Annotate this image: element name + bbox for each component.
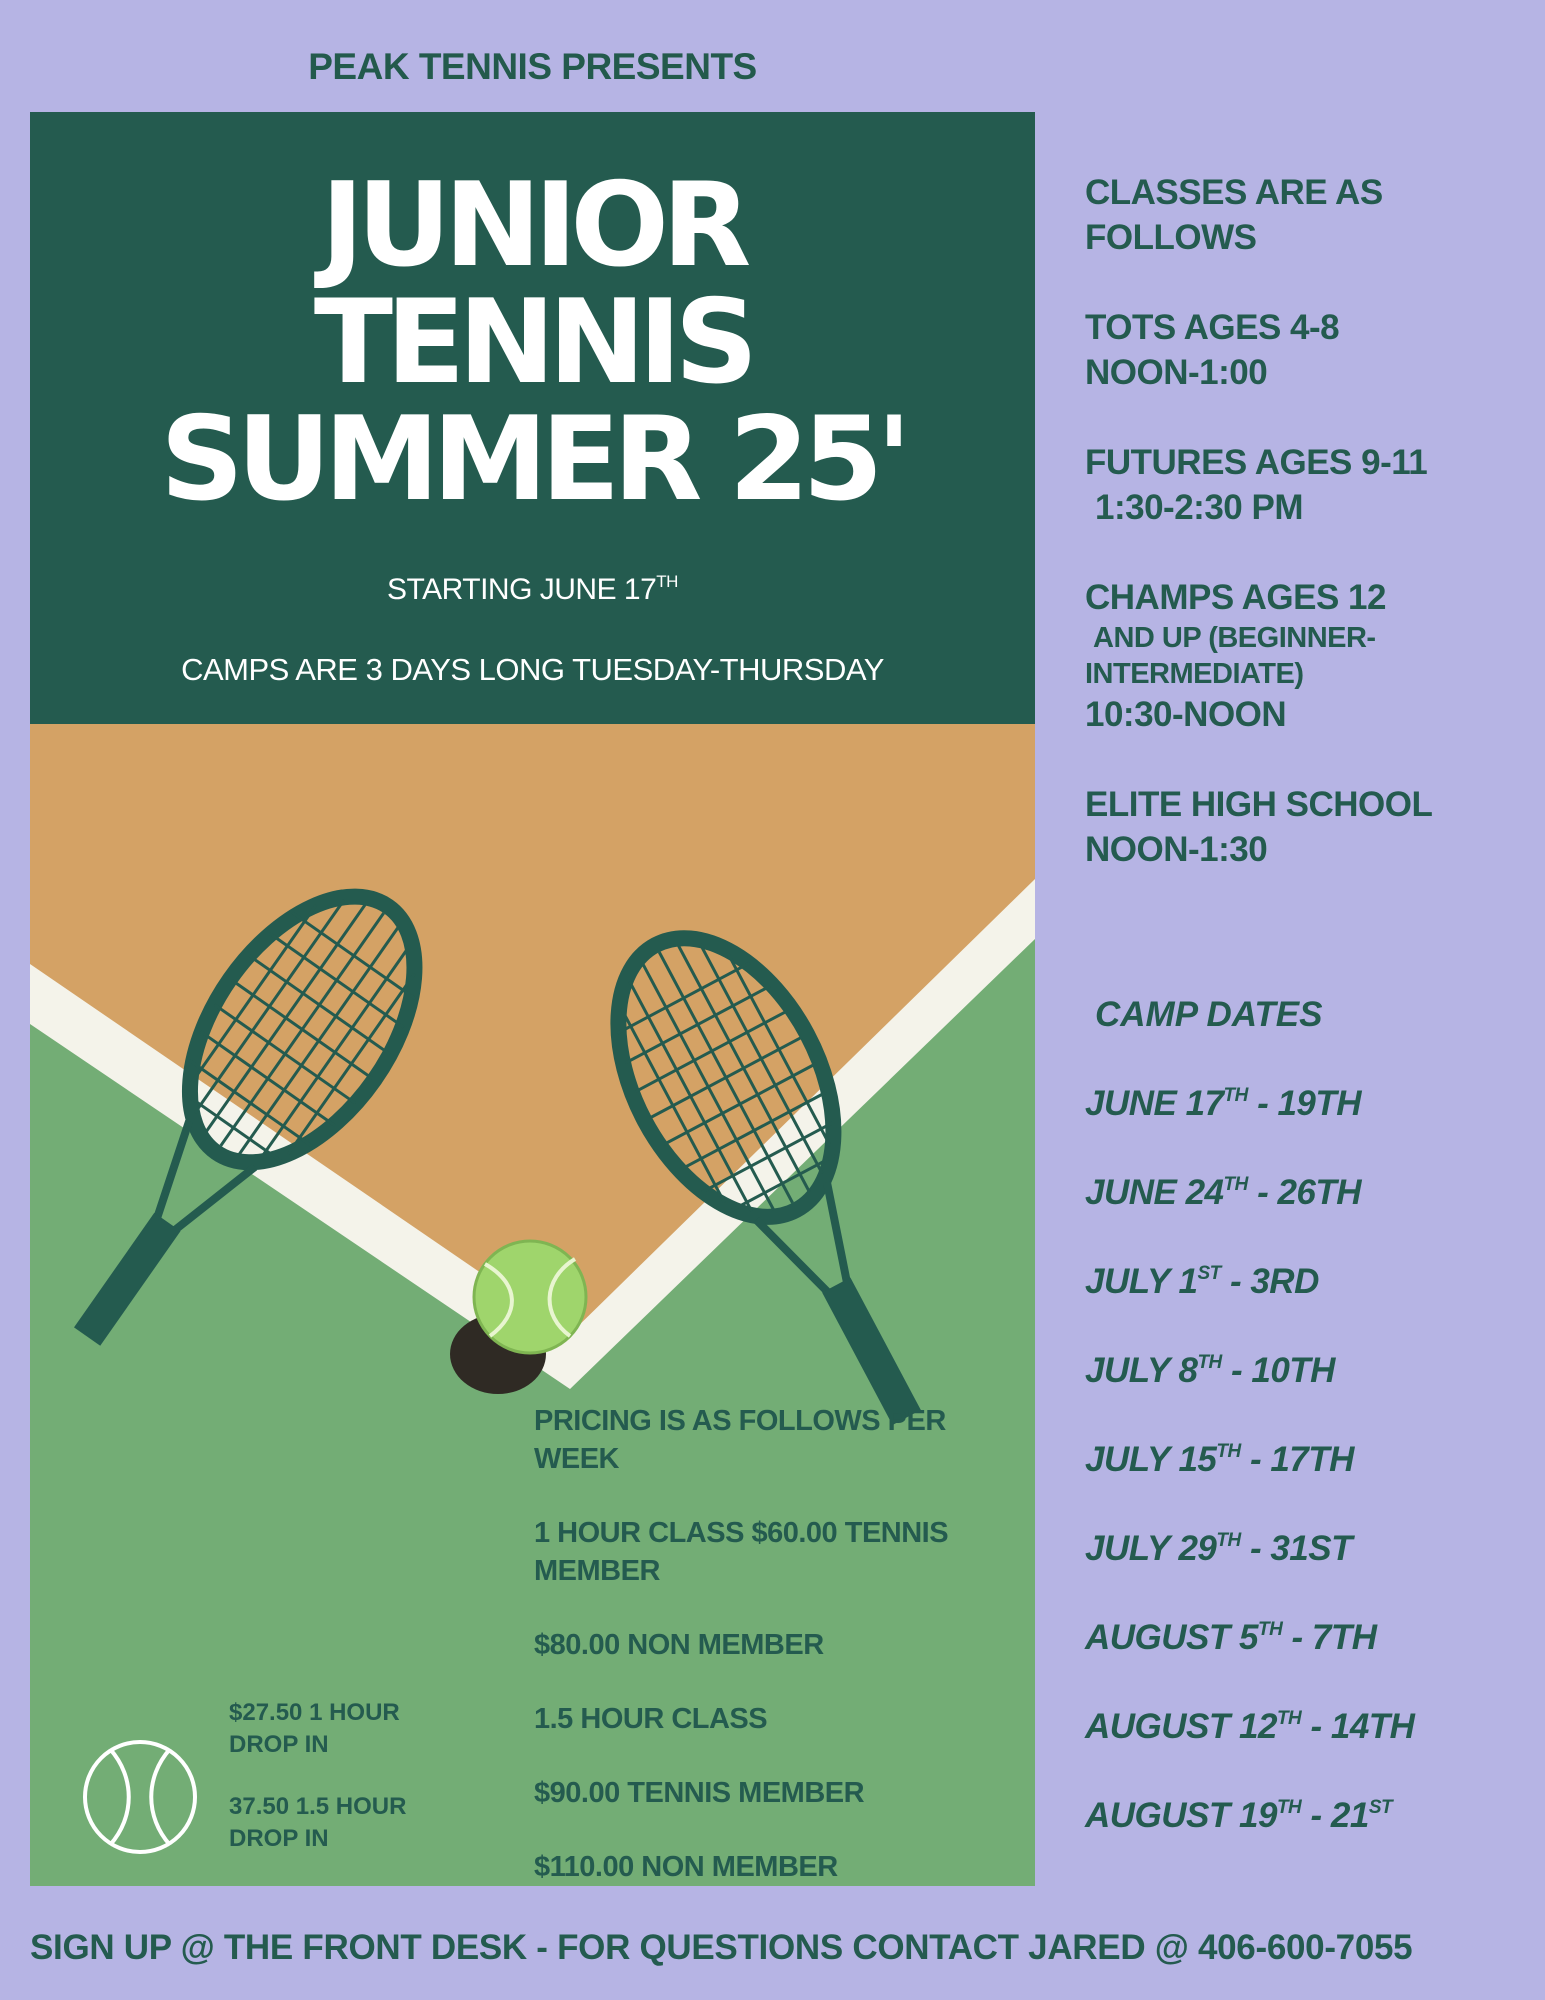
class-futures-time: 1:30-2:30 PM xyxy=(1095,488,1303,527)
camp-dates-title: CAMP DATES xyxy=(1095,995,1323,1034)
camp-date-suffix: TH xyxy=(1223,1174,1248,1195)
camp-date-start: JULY 1 xyxy=(1085,1262,1198,1301)
class-champs-level: AND UP (BEGINNER- xyxy=(1093,622,1376,654)
camp-date-end: - 19TH xyxy=(1247,1084,1362,1123)
start-date-suffix: TH xyxy=(656,572,678,591)
class-tots-time: NOON-1:00 xyxy=(1085,353,1268,392)
camp-dates-list xyxy=(1085,1084,1525,1885)
camp-date xyxy=(1085,1440,1525,1529)
camp-date xyxy=(1085,1262,1525,1351)
camp-date-suffix: TH xyxy=(1216,1530,1241,1551)
pricing-line: $90.00 TENNIS MEMBER xyxy=(534,1777,865,1809)
class-elite-name: ELITE HIGH SCHOOL xyxy=(1085,785,1433,824)
camp-date-end: - 31ST xyxy=(1240,1529,1352,1568)
class-champs-ages: CHAMPS AGES 12 xyxy=(1085,578,1386,617)
pricing-line: $110.00 NON MEMBER xyxy=(534,1851,838,1883)
camp-date xyxy=(1085,1173,1525,1262)
pricing-line: $80.00 NON MEMBER xyxy=(534,1629,824,1661)
camp-date xyxy=(1085,1796,1525,1885)
tennis-ball-icon xyxy=(474,1241,586,1353)
headline-line-3: SUMMER 25' xyxy=(160,392,905,527)
camp-date-end: - 21 xyxy=(1301,1796,1369,1835)
camp-date-end: - 26TH xyxy=(1247,1173,1362,1212)
class-tots-ages: TOTS AGES 4-8 xyxy=(1085,308,1340,347)
camp-date-suffix: TH xyxy=(1197,1352,1222,1373)
camp-date-end: - 17TH xyxy=(1240,1440,1354,1479)
camp-date-end-suffix: ST xyxy=(1368,1797,1393,1818)
drop-in-pricing xyxy=(229,1697,449,1885)
class-champs xyxy=(1085,575,1525,737)
drop-in-line: $27.50 1 HOUR DROP IN xyxy=(229,1699,400,1758)
camp-date-start: AUGUST 12 xyxy=(1085,1707,1277,1746)
start-date-text: STARTING JUNE 17 xyxy=(387,573,657,606)
start-date xyxy=(30,572,1035,607)
camp-date-start: JULY 29 xyxy=(1085,1529,1217,1568)
class-futures xyxy=(1085,440,1525,530)
camp-date-suffix: TH xyxy=(1276,1797,1302,1818)
camp-date-start: JULY 15 xyxy=(1085,1440,1217,1479)
camp-date xyxy=(1085,1351,1525,1440)
camp-date xyxy=(1085,1084,1525,1173)
camp-date xyxy=(1085,1707,1525,1796)
camp-date-suffix: TH xyxy=(1223,1085,1248,1106)
drop-in-line: 37.50 1.5 HOUR DROP IN xyxy=(229,1793,407,1852)
signup-footer: SIGN UP @ THE FRONT DESK - FOR QUESTIONS CONTACT JARED @ 406-600-7055 xyxy=(30,1928,1413,1967)
pricing-line: 1.5 HOUR CLASS xyxy=(534,1703,768,1735)
class-tots xyxy=(1085,305,1525,395)
classes-intro: CLASSES ARE AS FOLLOWS xyxy=(1085,173,1383,257)
camp-date-start: AUGUST 19 xyxy=(1085,1796,1277,1835)
camp-date xyxy=(1085,1529,1525,1618)
headline-line-2: TENNIS xyxy=(313,275,752,410)
class-futures-ages: FUTURES AGES 9-11 xyxy=(1085,443,1428,482)
tennis-ball-outline-icon xyxy=(80,1737,200,1857)
camp-date-suffix: TH xyxy=(1257,1619,1283,1640)
pricing-line: 1 HOUR CLASS $60.00 TENNIS MEMBER xyxy=(534,1517,949,1587)
camp-date-suffix: ST xyxy=(1197,1263,1221,1284)
camp-date xyxy=(1085,1618,1525,1707)
class-elite-time: NOON-1:30 xyxy=(1085,830,1268,869)
class-champs-level-2: INTERMEDIATE) xyxy=(1085,658,1304,690)
headline-line-1: JUNIOR xyxy=(320,158,745,293)
pricing-line: PRICING IS AS FOLLOWS PER WEEK xyxy=(534,1405,946,1475)
camp-date-start: JUNE 24 xyxy=(1085,1173,1224,1212)
class-elite xyxy=(1085,782,1525,872)
title-banner xyxy=(30,112,1035,724)
camp-date-suffix: TH xyxy=(1276,1708,1302,1729)
class-champs-time: 10:30-NOON xyxy=(1085,695,1287,734)
pricing-list xyxy=(534,1402,1014,1886)
camp-date-start: JUNE 17 xyxy=(1085,1084,1224,1123)
camp-dates xyxy=(1085,995,1525,1885)
camp-date-end: - 14TH xyxy=(1301,1707,1415,1746)
camp-date-suffix: TH xyxy=(1216,1441,1241,1462)
camp-date-end: - 10TH xyxy=(1221,1351,1335,1390)
camp-date-start: JULY 8 xyxy=(1085,1351,1198,1390)
camp-date-start: AUGUST 5 xyxy=(1085,1618,1258,1657)
camp-length-note: CAMPS ARE 3 DAYS LONG TUESDAY-THURSDAY xyxy=(181,652,884,687)
camp-date-end: - 3RD xyxy=(1220,1262,1319,1301)
presenter-heading: PEAK TENNIS PRESENTS xyxy=(308,46,757,87)
poster-panel xyxy=(30,112,1035,1886)
camp-date-end: - 7TH xyxy=(1282,1618,1377,1657)
class-schedule xyxy=(1085,170,1525,917)
